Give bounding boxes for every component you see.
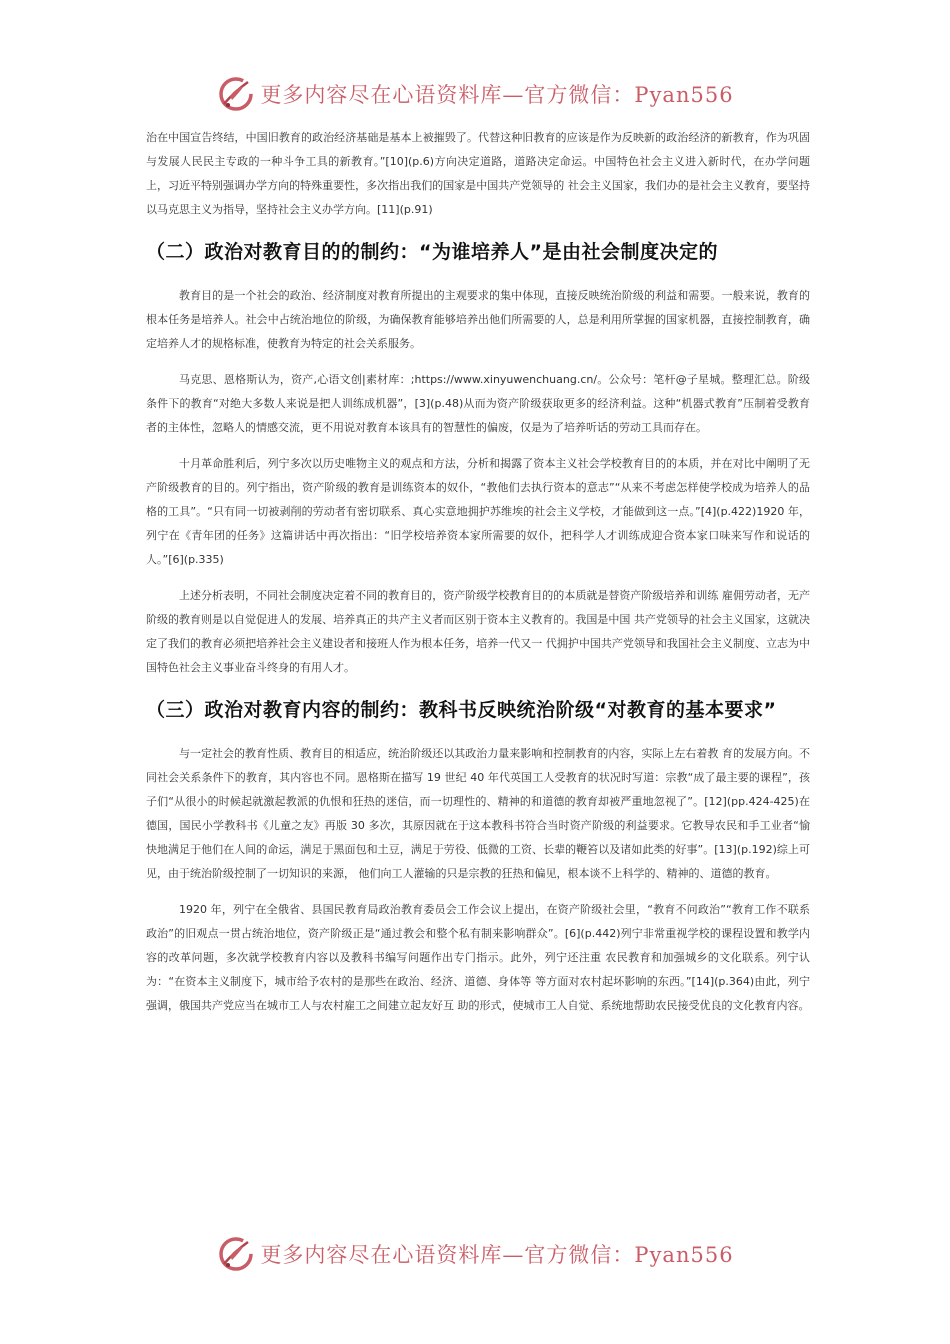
banner-text: 更多内容尽在心语资料库—官方微信：Pyan556 [260, 1243, 734, 1267]
header-banner [0, 72, 950, 116]
section2-paragraph-4: 上述分析表明，不同社会制度决定着不同的教育目的，资产阶级学校教育目的的本质就是替资产阶级培养和训练 雇佣劳动者，无产阶级的教育则是以自觉促进人的发展、培养真正的共产主义者而区别于资本主义教育的。我国是中国 共产党领导的社会主义国家，这就决定了我们的教育必须把培养社会主义建设者和接班人作为根本任务，培养一代又一 代拥护中国共产党领导和我国社会主义制度、立志为中国特色社会主义事业奋斗终身的有用人才。 [146, 589, 810, 674]
brush-circle-logo-icon [216, 74, 256, 114]
brush-circle-logo-icon [216, 1234, 256, 1274]
document-body [146, 126, 810, 1030]
section2-paragraph-3: 十月革命胜利后，列宁多次以历史唯物主义的观点和方法，分析和揭露了资本主义社会学校教育目的的本质，并在对比中阐明了无产阶级教育的目的。列宁指出，资产阶级的教育是训练资本的奴仆，“教他们去执行资本的意志”“从来不考虑怎样使学校成为培养人的品格的工具”。“只有同一切被剥削的劳动者有密切联系、真心实意地拥护苏维埃的社会主义学校，才能做到这一点。”[4](p.422)1920 年，列宁在《青年团的任务》这篇讲话中再次指出：“旧学校培养资本家所需要的奴仆，把科学人才训练成迎合资本家口味来写作和说话的人。”[6](p.335) [146, 457, 810, 566]
section2-paragraph-2: 马克思、恩格斯认为，资产,心语文创|素材库：;https://www.xinyuwenchuang.cn/。公众号：笔杆@子星城。整理汇总。阶级条件下的教育“对绝大多数人来说是把人训练成机器”，[3](p.48)从而为资产阶级获取更多的经济利益。这种“机器式教育”压制着受教育者的主体性，忽略人的情感交流，更不用说对教育本该具有的智慧性的偏废，仅是为了培养听话的劳动工具而存在。 [146, 373, 810, 434]
section2-paragraph-1: 教育目的是一个社会的政治、经济制度对教育所提出的主观要求的集中体现，直接反映统治阶级的利益和需要。一般来说，教育的根本任务是培养人。社会中占统治地位的阶级，为确保教育能够培养出他们所需要的人，总是利用所掌握的国家机器，直接控制教育，确定培养人才的规格标准，使教育为特定的社会关系服务。 [146, 289, 810, 350]
section-heading-3: （三）政治对教育内容的制约：教科书反映统治阶级“对教育的基本要求” [146, 699, 777, 721]
banner-text: 更多内容尽在心语资料库—官方微信：Pyan556 [260, 83, 734, 107]
footer-banner [0, 1232, 950, 1276]
intro-paragraph: 治在中国宣告终结，中国旧教育的政治经济基础是基本上被摧毁了。代替这种旧教育的应该是作为反映新的政治经济的新教育，作为巩固与发展人民民主专政的一种斗争工具的新教育。”[10](p.6)方向决定道路，道路决定命运。中国特色社会主义进入新时代，在办学问题上，习近平特别强调办学方向的特殊重要性，多次指出我们的国家是中国共产党领导的 社会主义国家，我们办的是社会主义教育，要坚持以马克思主义为指导，坚持社会主义办学方向。[11](p.91) [146, 131, 810, 216]
section3-paragraph-1: 与一定社会的教育性质、教育目的相适应，统治阶级还以其政治力量来影响和控制教育的内容，实际上左右着教 育的发展方向。不同社会关系条件下的教育，其内容也不同。恩格斯在描写 19 世纪 40 年代英国工人受教育的状况时写道：宗教“成了最主要的课程”，孩子们“从很小的时候起就激起教派的仇恨和狂热的迷信，而一切理性的、精神的和道德的教育却被严重地忽视了”。[12](pp.424-425)在德国，国民小学教科书《儿童之友》再版 30 多次，其原因就在于这本教科书符合当时资产阶级的利益要求。它教导农民和手工业者“愉快地满足于他们在人间的命运，满足于黑面包和土豆，满足于劳役、低微的工资、长辈的鞭笞以及诸如此类的好事”。[13](p.192)综上可见，由于统治阶级控制了一切知识的来源， 他们向工人灌输的只是宗教的狂热和偏见，根本谈不上科学的、精神的、道德的教育。 [146, 747, 810, 880]
section-heading-2: （二）政治对教育目的的制约：“为谁培养人”是由社会制度决定的 [146, 241, 718, 263]
section3-paragraph-2: 1920 年，列宁在全俄省、县国民教育局政治教育委员会工作会议上提出，在资产阶级社会里，“教育不问政治”“教育工作不联系政治”的旧观点一贯占统治地位，资产阶级正是“通过教会和整个私有制来影响群众”。[6](p.442)列宁非常重视学校的课程设置和教学内容的改革问题，多次就学校教育内容以及教科书编写问题作出专门指示。此外，列宁还注重 农民教育和加强城乡的文化联系。列宁认为：“在资本主义制度下，城市给予农村的是那些在政治、经济、道德、身体等 等方面对农村起坏影响的东西。”[14](p.364)由此，列宁强调，俄国共产党应当在城市工人与农村雇工之间建立起友好互 助的形式，使城市工人自觉、系统地帮助农民接受优良的文化教育内容。 [146, 903, 810, 1012]
